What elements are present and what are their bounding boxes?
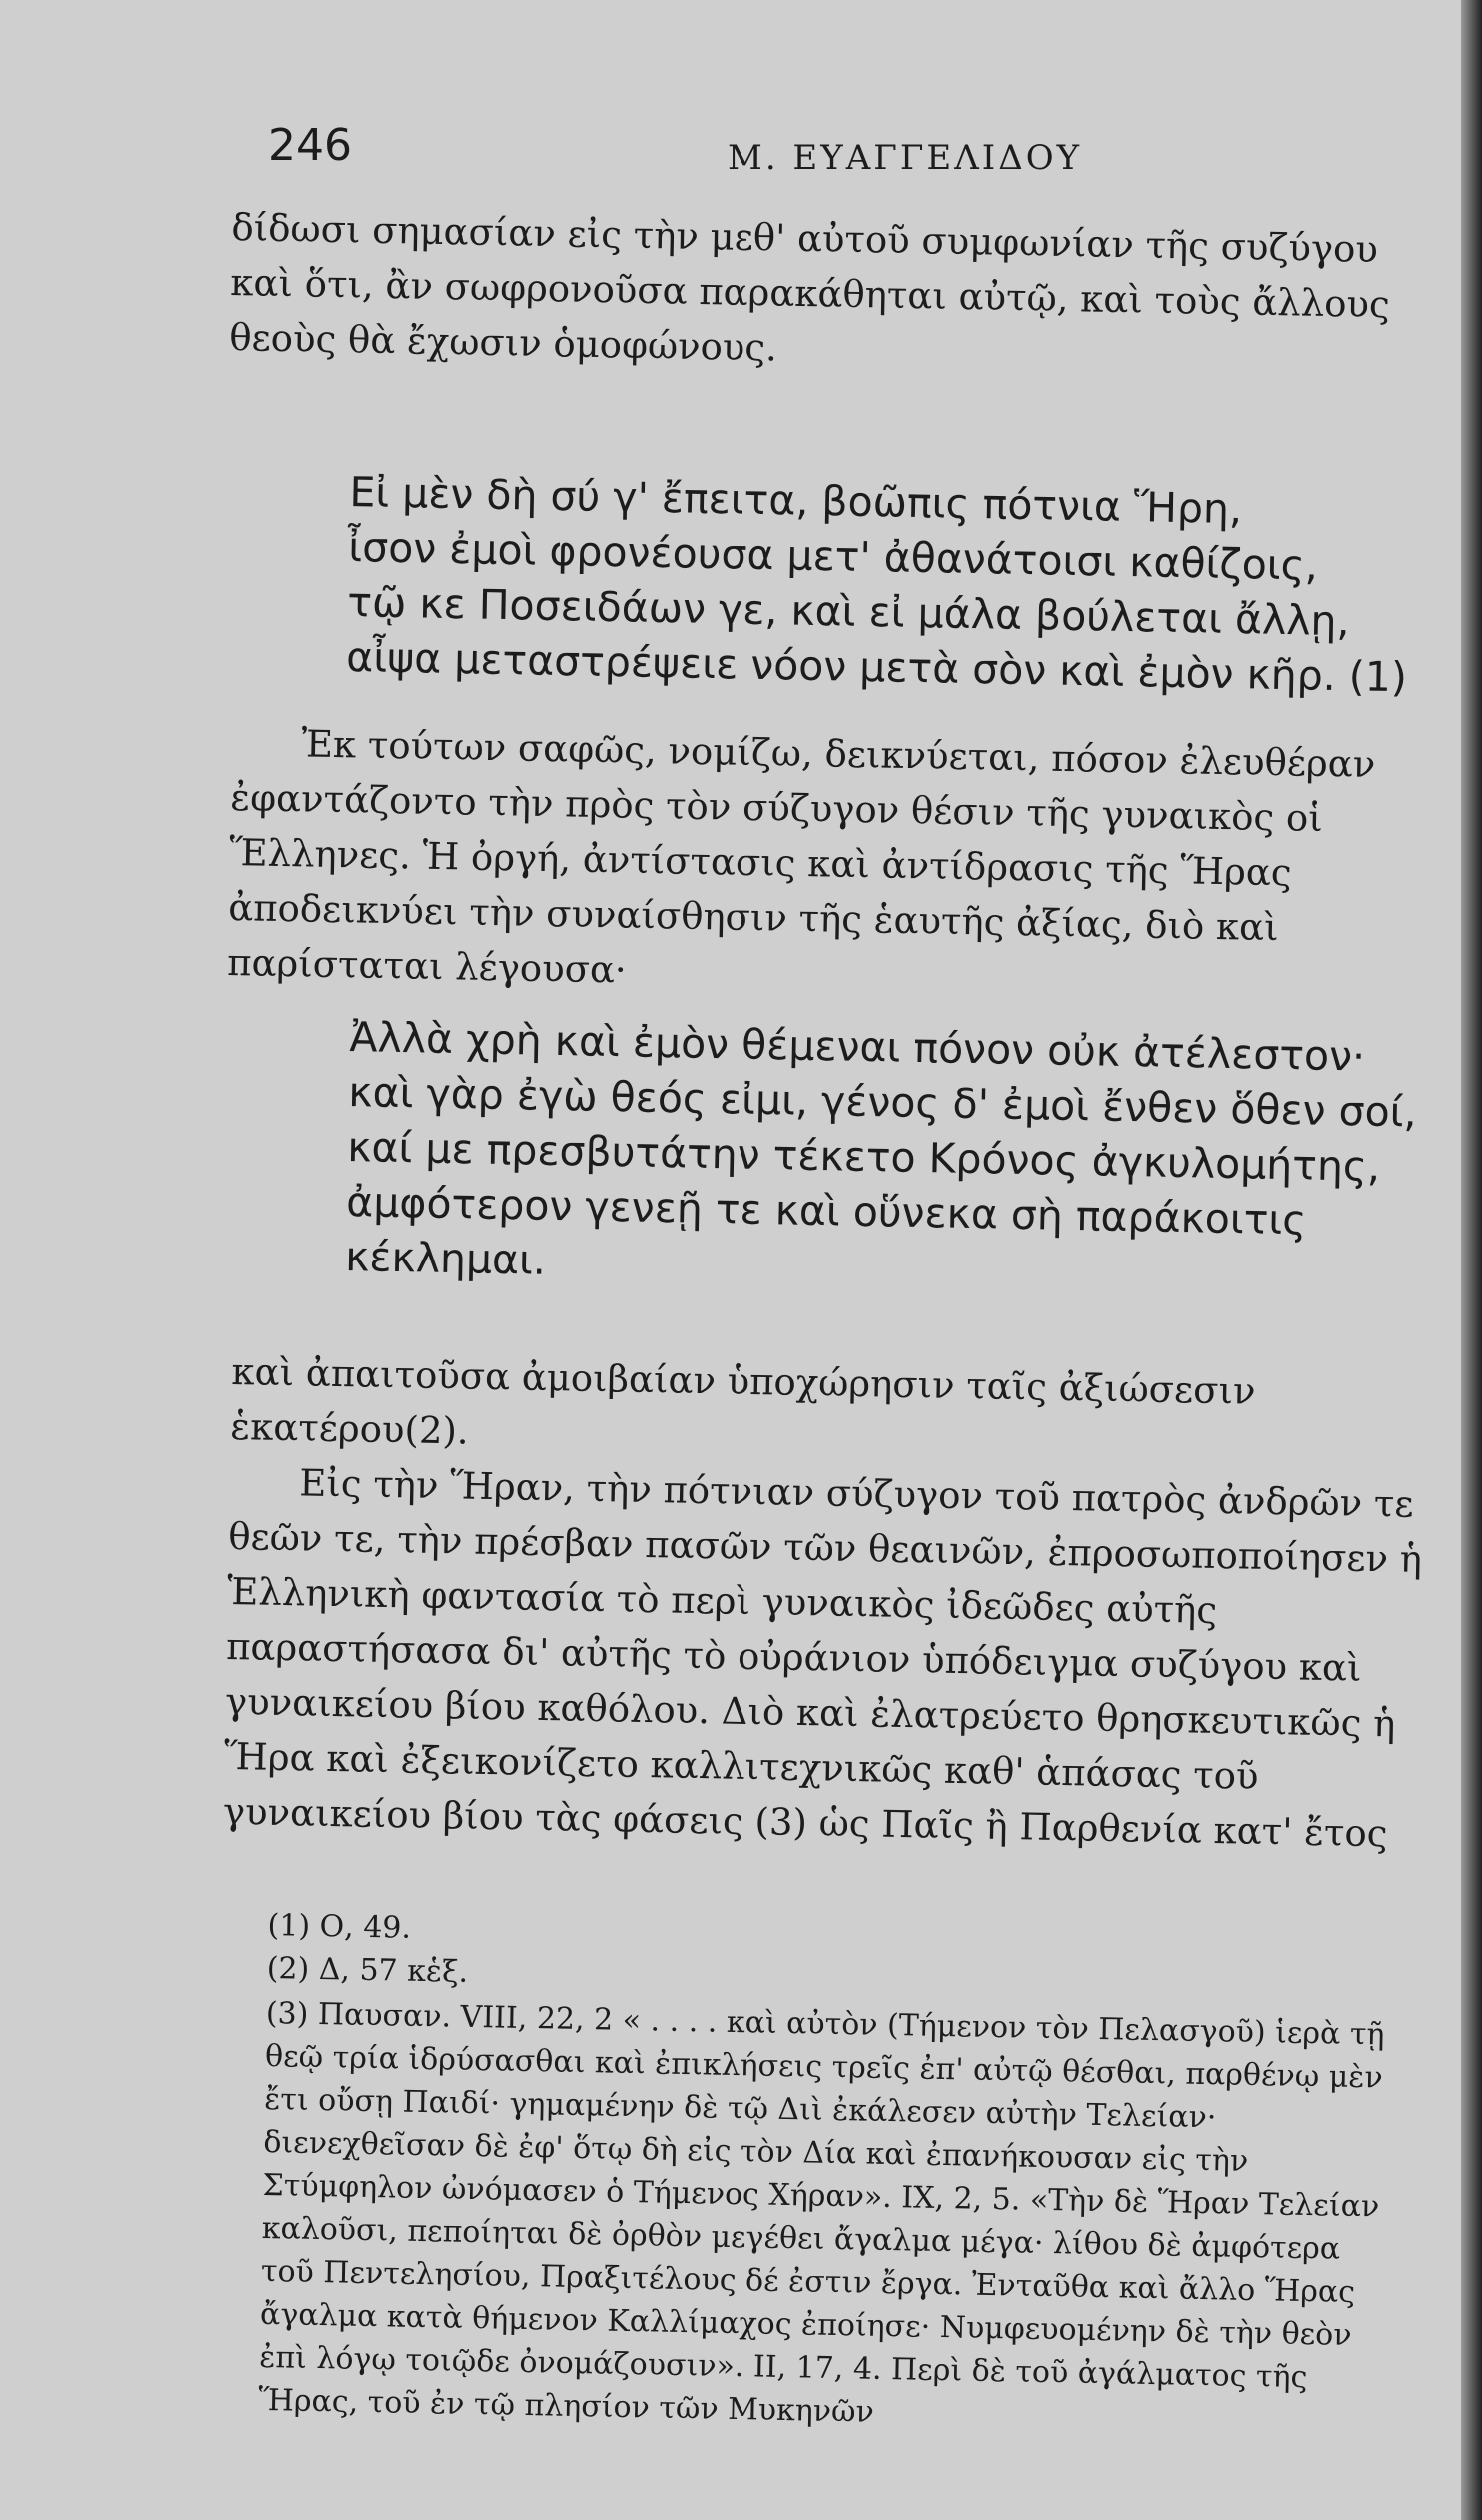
verse-line: καὶ γὰρ ἐγὼ θεός εἰμι, γένος δ' ἐμοὶ ἔνθεν ὅθεν σοί, (347, 1067, 1418, 1137)
page-header (268, 120, 1397, 180)
paragraph-3: Εἰς τὴν Ἥραν, τὴν πότνιαν σύζυγον τοῦ πατρὸς ἀνδρῶν τε θεῶν τε, τὴν πρέσβαν πασῶν τῶν θεαινῶν, ἐπροσωποποίησεν ἡ Ἑλληνικὴ φαντασία τὸ περὶ γυναικὸς ἰδεῶδες αὐτῆς παραστήσασα δι' αὐτῆς τὸ οὐράνιον ὑπόδειγμα συζύγου καὶ γυναικείου βίου καθόλου. Διὸ καὶ ἐλατρεύετο θρησκευτικῶς ἡ Ἥρα καὶ ἐξεικονίζετο καλλιτεχνικῶς καθ' ἁπάσας τοῦ γυναικείου βίου τὰς φάσεις (3) ὡς Παῖς ἢ Παρθενία κατ' ἔτος (222, 1461, 1423, 1856)
page-number: 246 (268, 120, 352, 171)
footnotes (258, 1904, 1407, 2444)
page-edge-shadow (1461, 0, 1482, 2520)
paragraph-2: Ἐκ τούτων σαφῶς, νομίζω, δεικνύεται, πόσον ἐλευθέραν ἐφαντάζοντο τὴν πρὸς τὸν σύζυγον θέσιν τῆς γυναικὸς οἱ Ἕλληνες. Ἡ ὀργή, ἀντίστασις καὶ ἀντίδρασις τῆς Ἥρας ἀποδεικνύει τὴν συναίσθησιν τῆς ἑαυτῆς ἀξίας, διὸ καὶ παρίσταται λέγουσα· (226, 722, 1376, 992)
verse-line: κέκλημαι. (344, 1232, 547, 1284)
verse-line: τῷ κε Ποσειδάων γε, καὶ εἰ μάλα βούλεται ἄλλῃ, (346, 577, 1351, 646)
footnote-3: (3) Παυσαν. VIII, 22, 2 « . . . . καὶ αὐτὸν (Τήμενον τὸν Πελασγοῦ) ἱερὰ τῇ θεῷ τρία ἱδρύσασθαι καὶ ἐπικλήσεις τρεῖς ἐπ' αὐτῷ θέσθαι, παρθένῳ μὲν ἔτι οὔσῃ Παιδί· γημαμένην δὲ τῷ Διὶ ἐκάλεσεν αὐτὴν Τελείαν· διενεχθεῖσαν δὲ ἐφ' ὅτῳ δὴ εἰς τὸν Δία καὶ ἐπανήκουσαν εἰς τὴν Στύμφηλον ὠνόμασεν ὁ Τήμενος Χήραν». IX, 2, 5. «Τὴν δὲ Ἥραν Τελείαν καλοῦσι, πεποίηται δὲ ὀρθὸν μεγέθει ἄγαλμα μέγα· λίθου δὲ ἀμφότερα τοῦ Πεντελησίου, Πραξιτέλους δέ ἐστιν ἔργα. Ἐνταῦθα καὶ ἄλλο Ἥρας ἄγαλμα κατὰ θήμενον Καλλίμαχος ἐποίησε· Νυμφευομένην δὲ τὴν θεὸν ἐπὶ λόγῳ τοιῷδε ὀνομάζουσιν». ΙΙ, 17, 4. Περὶ δὲ τοῦ ἀγάλματος τῆς Ἥρας, τοῦ ἐν τῷ πλησίον τῶν Μυκηνῶν (258, 1995, 1385, 2430)
paragraph-2-block (227, 715, 1431, 1013)
verse-line: ἀμφότερον γενεῇ τε καὶ οὕνεκα σὴ παράκοιτις (345, 1177, 1307, 1245)
verse-line: αἶψα μεταστρέψειε νόον μετὰ σὸν καὶ ἐμὸν κῆρ. (1) (345, 632, 1408, 702)
paragraph-3-block (222, 1344, 1430, 1862)
footnote-1: (1) Ο, 49. (267, 1907, 412, 1946)
verse-quote-1 (346, 465, 1409, 705)
verse-line: καί με πρεσβυτάτην τέκετο Κρόνος ἀγκυλομήτης, (346, 1122, 1381, 1191)
verse-quote-2 (344, 1010, 1418, 1304)
verse-line: Εἰ μὲν δὴ σύ γ' ἔπειτα, βοῶπις πότνια Ἥρη, (349, 467, 1243, 534)
intro-paragraph-block (229, 200, 1431, 388)
intro-paragraph: δίδωσι σημασίαν εἰς τὴν μεθ' αὐτοῦ συμφωνίαν τῆς συζύγου καὶ ὅτι, ἂν σωφρονοῦσα παρακάθηται αὐτῷ, καὶ τοὺς ἄλλους θεοὺς θὰ ἔχωσιν ὁμοφώνους. (228, 205, 1391, 370)
running-head: Μ. ΕΥΑΓΓΕΛΙΔΟΥ (728, 138, 1083, 178)
verse-line: ἶσον ἐμοὶ φρονέουσα μετ' ἀθανάτοισι καθίζοις, (347, 522, 1319, 590)
paragraph-3-lead: καὶ ἀπαιτοῦσα ἀμοιβαίαν ὑποχώρησιν ταῖς ἀξιώσεσιν ἑκατέρου(2). (230, 1349, 1256, 1453)
footnote-2: (2) Δ, 57 κἑξ. (266, 1950, 469, 1990)
verse-line: Ἀλλὰ χρὴ καὶ ἐμὸν θέμεναι πόνον οὐκ ἀτέλεστον· (349, 1012, 1366, 1081)
